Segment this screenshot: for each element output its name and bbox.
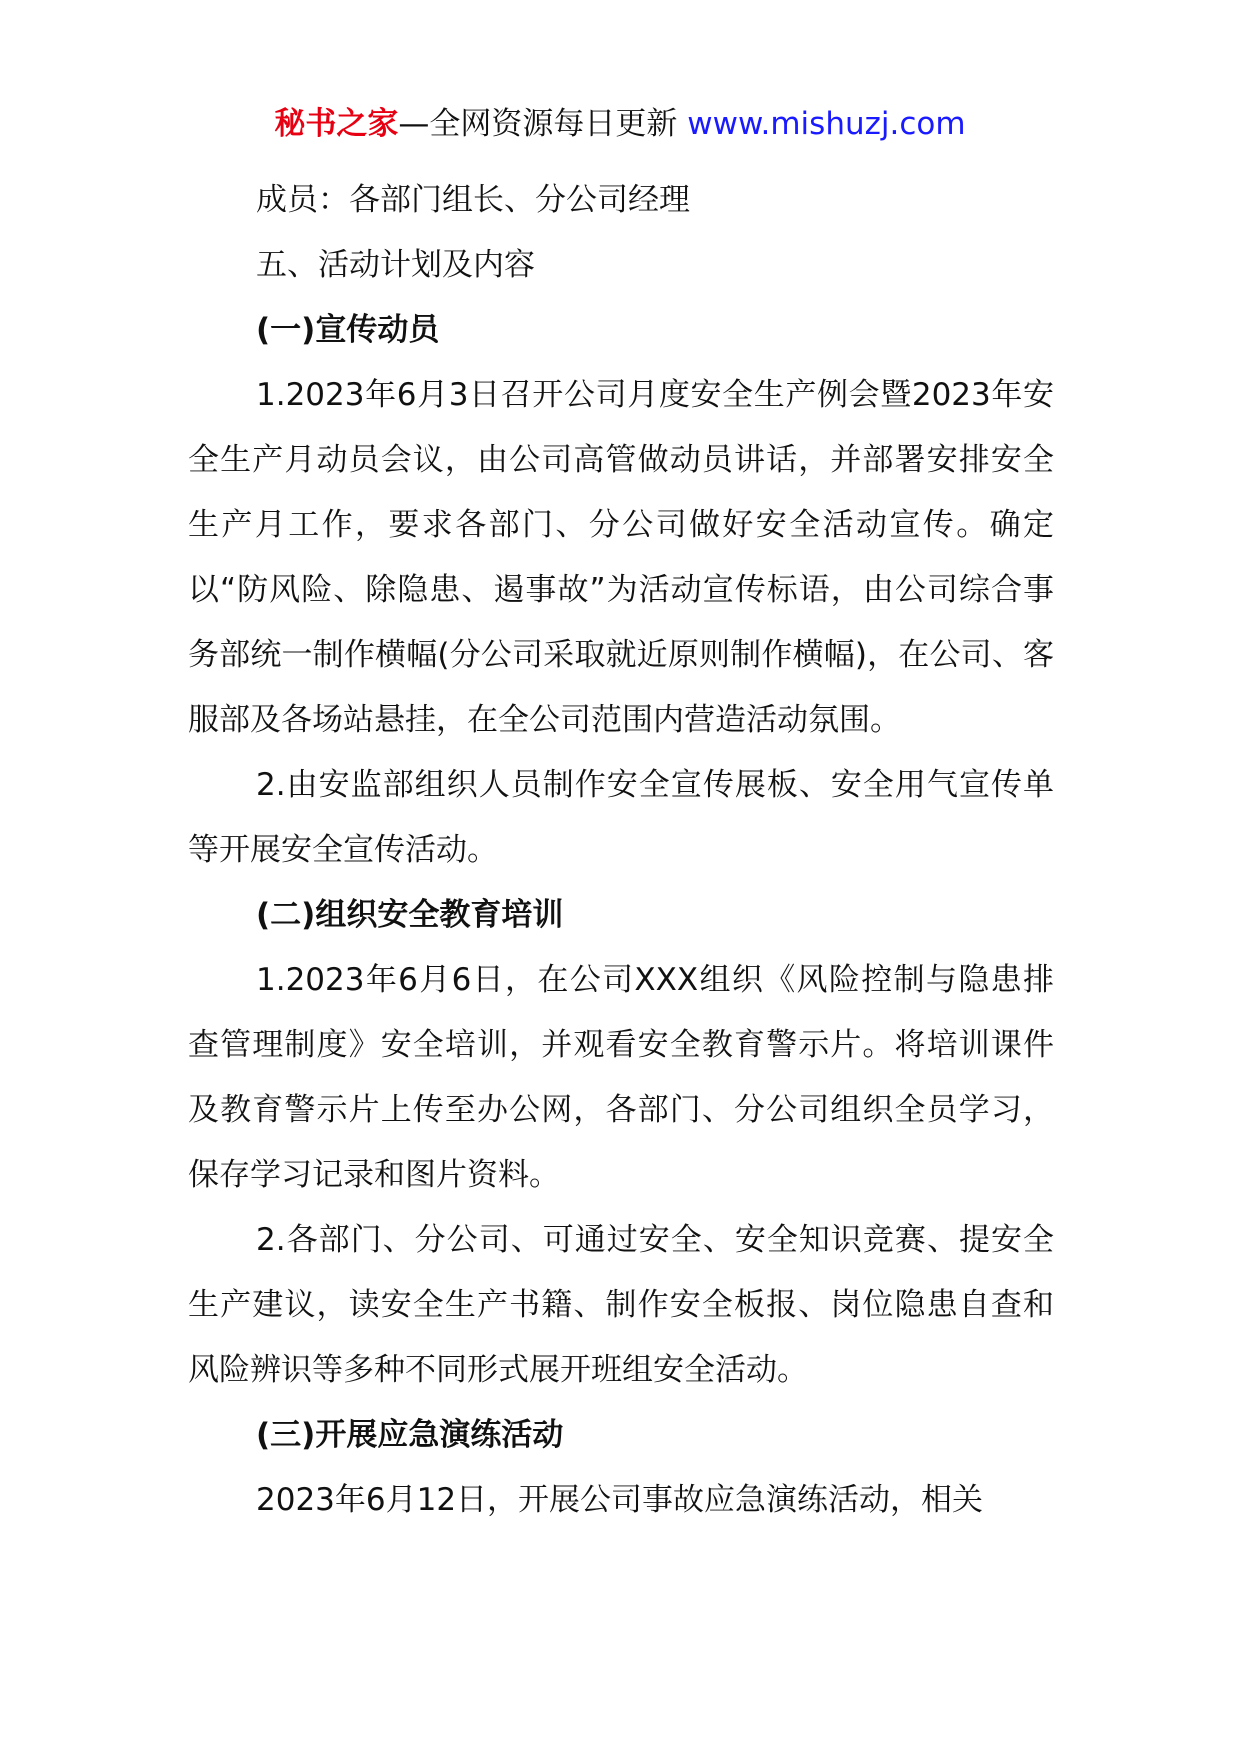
header-url-link[interactable]: www.mishuzj.com <box>687 106 966 142</box>
site-header <box>0 102 1240 146</box>
section-heading: (三)开展应急演练活动 <box>256 1417 564 1453</box>
section-heading: (二)组织安全教育培训 <box>256 897 564 933</box>
paragraph: 1.2023年6月6日，在公司XXX组织《风险控制与隐患排查管理制度》安全培训，并观看安全教育警示片。将培训课件及教育警示片上传至办公网，各部门、分公司组织全员学习，保存学习记录和图片资料。 <box>188 962 1054 1193</box>
brand-name: 秘书之家 <box>274 106 399 142</box>
paragraph: 2023年6月12日，开展公司事故应急演练活动，相关 <box>256 1482 984 1518</box>
paragraph: 成员：各部门组长、分公司经理 <box>256 182 690 218</box>
paragraph: 五、活动计划及内容 <box>256 247 535 283</box>
paragraph: 2.由安监部组织人员制作安全宣传展板、安全用气宣传单等开展安全宣传活动。 <box>188 767 1054 868</box>
paragraph: 1.2023年6月3日召开公司月度安全生产例会暨2023年安全生产月动员会议，由公司高管做动员讲话，并部署安排安全生产月工作，要求各部门、分公司做好安全活动宣传。确定以“防风险、除隐患、遏事故”为活动宣传标语，由公司综合事务部统一制作横幅(分公司采取就近原则制作横幅)，在公司、客服部及各场站悬挂，在全公司范围内营造活动氛围。 <box>188 377 1054 738</box>
section-heading: (一)宣传动员 <box>256 312 440 348</box>
header-tagline: —全网资源每日更新 <box>398 106 678 142</box>
paragraph: 2.各部门、分公司、可通过安全、安全知识竞赛、提安全生产建议，读安全生产书籍、制作安全板报、岗位隐患自查和风险辨识等多种不同形式展开班组安全活动。 <box>188 1222 1054 1388</box>
document-body <box>188 168 1054 1533</box>
